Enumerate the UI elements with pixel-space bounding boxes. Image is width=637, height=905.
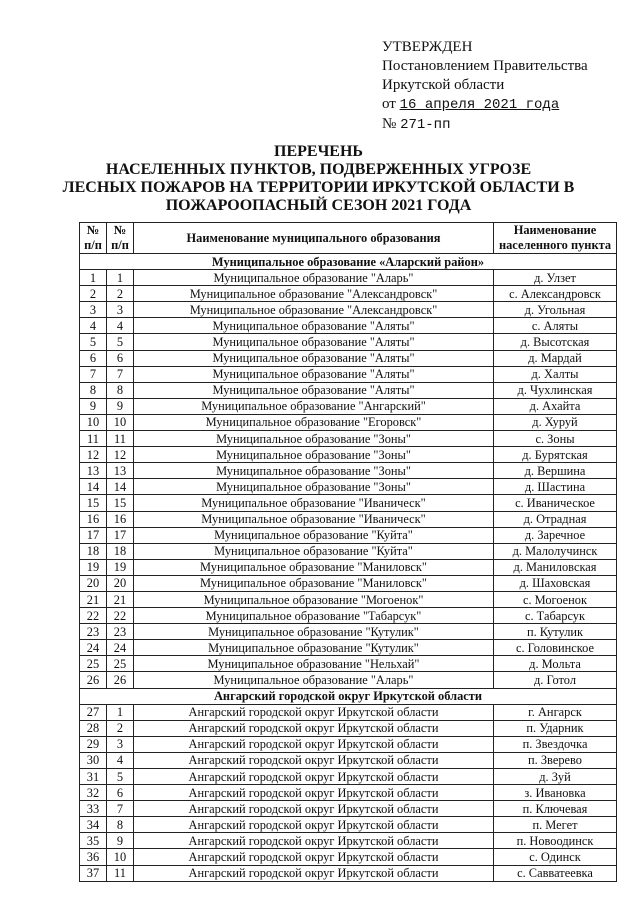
cell-local-number: 10 <box>107 849 134 865</box>
cell-settlement: с. Иваническое <box>494 495 617 511</box>
cell-local-number: 17 <box>107 527 134 543</box>
approval-region: Иркутской области <box>382 77 505 93</box>
table-row <box>80 382 617 398</box>
cell-overall-number: 33 <box>80 801 107 817</box>
header-local-number: № п/п <box>107 223 134 254</box>
table-row <box>80 656 617 672</box>
cell-municipality: Муниципальное образование "Зоны" <box>134 431 494 447</box>
cell-overall-number: 4 <box>80 318 107 334</box>
cell-local-number: 6 <box>107 350 134 366</box>
approval-issuer: Постановлением Правительства <box>382 58 588 74</box>
section-row <box>80 254 617 270</box>
cell-settlement: с. Могоенок <box>494 591 617 607</box>
cell-overall-number: 36 <box>80 849 107 865</box>
cell-municipality: Муниципальное образование "Зоны" <box>134 447 494 463</box>
cell-overall-number: 2 <box>80 286 107 302</box>
header-settlement: Наименование населенного пункта <box>494 223 617 254</box>
table-row <box>80 720 617 736</box>
cell-settlement: с. Савватеевка <box>494 865 617 881</box>
cell-municipality: Муниципальное образование "Кутулик" <box>134 624 494 640</box>
cell-overall-number: 20 <box>80 575 107 591</box>
table-row <box>80 447 617 463</box>
table-row <box>80 414 617 430</box>
cell-settlement: з. Ивановка <box>494 785 617 801</box>
cell-municipality: Муниципальное образование "Аляты" <box>134 318 494 334</box>
cell-overall-number: 17 <box>80 527 107 543</box>
cell-local-number: 23 <box>107 624 134 640</box>
cell-settlement: п. Кутулик <box>494 624 617 640</box>
cell-settlement: д. Мардай <box>494 350 617 366</box>
table-row <box>80 398 617 414</box>
table-row <box>80 527 617 543</box>
cell-overall-number: 8 <box>80 382 107 398</box>
cell-municipality: Муниципальное образование "Ангарский" <box>134 398 494 414</box>
cell-municipality: Ангарский городской округ Иркутской области <box>134 769 494 785</box>
cell-local-number: 4 <box>107 318 134 334</box>
settlements-table <box>79 222 617 882</box>
cell-municipality: Муниципальное образование "Иваническ" <box>134 511 494 527</box>
cell-local-number: 14 <box>107 479 134 495</box>
cell-overall-number: 9 <box>80 398 107 414</box>
cell-settlement: д. Угольная <box>494 302 617 318</box>
cell-municipality: Муниципальное образование "Александровск" <box>134 286 494 302</box>
title-line-2: НАСЕЛЕННЫХ ПУНКТОВ, ПОДВЕРЖЕННЫХ УГРОЗЕ <box>105 161 532 178</box>
cell-municipality: Муниципальное образование "Аляты" <box>134 382 494 398</box>
approval-date-prefix: от <box>382 96 396 112</box>
cell-municipality: Муниципальное образование "Александровск" <box>134 302 494 318</box>
cell-settlement: д. Шастина <box>494 479 617 495</box>
cell-local-number: 7 <box>107 801 134 817</box>
cell-overall-number: 30 <box>80 752 107 768</box>
table-row <box>80 495 617 511</box>
cell-overall-number: 6 <box>80 350 107 366</box>
cell-municipality: Ангарский городской округ Иркутской области <box>134 720 494 736</box>
cell-settlement: д. Хуруй <box>494 414 617 430</box>
cell-settlement: п. Ключевая <box>494 801 617 817</box>
table-row <box>80 318 617 334</box>
cell-settlement: г. Ангарск <box>494 704 617 720</box>
cell-settlement: п. Мегет <box>494 817 617 833</box>
cell-municipality: Ангарский городской округ Иркутской области <box>134 736 494 752</box>
cell-overall-number: 26 <box>80 672 107 688</box>
cell-overall-number: 25 <box>80 656 107 672</box>
cell-overall-number: 12 <box>80 447 107 463</box>
cell-settlement: д. Маниловская <box>494 559 617 575</box>
table-row <box>80 286 617 302</box>
cell-local-number: 24 <box>107 640 134 656</box>
cell-settlement: д. Высотская <box>494 334 617 350</box>
cell-overall-number: 23 <box>80 624 107 640</box>
cell-municipality: Ангарский городской округ Иркутской области <box>134 833 494 849</box>
cell-settlement: д. Зуй <box>494 769 617 785</box>
section-title: Ангарский городской округ Иркутской области <box>80 688 617 704</box>
cell-municipality: Муниципальное образование "Нельхай" <box>134 656 494 672</box>
cell-municipality: Муниципальное образование "Аляты" <box>134 334 494 350</box>
cell-settlement: с. Одинск <box>494 849 617 865</box>
cell-municipality: Муниципальное образование "Куйта" <box>134 527 494 543</box>
cell-local-number: 18 <box>107 543 134 559</box>
cell-municipality: Ангарский городской округ Иркутской области <box>134 817 494 833</box>
header-overall-number: № п/п <box>80 223 107 254</box>
cell-overall-number: 14 <box>80 479 107 495</box>
cell-local-number: 7 <box>107 366 134 382</box>
cell-local-number: 5 <box>107 334 134 350</box>
table-row <box>80 785 617 801</box>
approval-number-value: 271-пп <box>400 117 451 133</box>
cell-overall-number: 22 <box>80 608 107 624</box>
cell-overall-number: 13 <box>80 463 107 479</box>
cell-local-number: 11 <box>107 865 134 881</box>
cell-local-number: 1 <box>107 270 134 286</box>
cell-municipality: Муниципальное образование "Куйта" <box>134 543 494 559</box>
table-row <box>80 704 617 720</box>
table-row <box>80 334 617 350</box>
cell-overall-number: 5 <box>80 334 107 350</box>
approval-heading: УТВЕРЖДЕН <box>382 39 473 55</box>
cell-local-number: 8 <box>107 817 134 833</box>
cell-overall-number: 11 <box>80 431 107 447</box>
cell-municipality: Ангарский городской округ Иркутской области <box>134 865 494 881</box>
cell-local-number: 12 <box>107 447 134 463</box>
cell-local-number: 25 <box>107 656 134 672</box>
cell-overall-number: 35 <box>80 833 107 849</box>
table-row <box>80 270 617 286</box>
cell-local-number: 6 <box>107 785 134 801</box>
cell-settlement: п. Новоодинск <box>494 833 617 849</box>
table-row <box>80 817 617 833</box>
table-row <box>80 366 617 382</box>
cell-municipality: Муниципальное образование "Иваническ" <box>134 495 494 511</box>
cell-settlement: д. Шаховская <box>494 575 617 591</box>
cell-municipality: Ангарский городской округ Иркутской области <box>134 849 494 865</box>
cell-overall-number: 24 <box>80 640 107 656</box>
cell-overall-number: 37 <box>80 865 107 881</box>
cell-local-number: 2 <box>107 720 134 736</box>
title-line-3: ЛЕСНЫХ ПОЖАРОВ НА ТЕРРИТОРИИ ИРКУТСКОЙ ОБЛАСТИ В <box>62 179 575 196</box>
cell-local-number: 10 <box>107 414 134 430</box>
cell-overall-number: 31 <box>80 769 107 785</box>
table-row <box>80 591 617 607</box>
cell-settlement: с. Головинское <box>494 640 617 656</box>
table-row <box>80 736 617 752</box>
table-body <box>80 254 617 882</box>
cell-municipality: Муниципальное образование "Зоны" <box>134 463 494 479</box>
cell-settlement: д. Улзет <box>494 270 617 286</box>
table-row <box>80 608 617 624</box>
cell-municipality: Муниципальное образование "Маниловск" <box>134 575 494 591</box>
table-row <box>80 575 617 591</box>
cell-overall-number: 3 <box>80 302 107 318</box>
cell-local-number: 21 <box>107 591 134 607</box>
cell-municipality: Муниципальное образование "Могоенок" <box>134 591 494 607</box>
cell-overall-number: 27 <box>80 704 107 720</box>
cell-municipality: Муниципальное образование "Аляты" <box>134 366 494 382</box>
cell-overall-number: 1 <box>80 270 107 286</box>
cell-local-number: 20 <box>107 575 134 591</box>
title-line-1: ПЕРЕЧЕНЬ <box>274 143 363 160</box>
cell-municipality: Ангарский городской округ Иркутской области <box>134 801 494 817</box>
table-row <box>80 865 617 881</box>
table-row <box>80 511 617 527</box>
approval-block <box>382 38 632 135</box>
header-municipality: Наименование муниципального образования <box>134 223 494 254</box>
approval-number-prefix: № <box>382 116 397 132</box>
table-row <box>80 302 617 318</box>
cell-settlement: д. Халты <box>494 366 617 382</box>
table-row <box>80 769 617 785</box>
cell-local-number: 22 <box>107 608 134 624</box>
cell-settlement: с. Аляты <box>494 318 617 334</box>
cell-local-number: 19 <box>107 559 134 575</box>
cell-local-number: 15 <box>107 495 134 511</box>
cell-local-number: 3 <box>107 302 134 318</box>
cell-overall-number: 7 <box>80 366 107 382</box>
cell-settlement: д. Бурятская <box>494 447 617 463</box>
cell-settlement: п. Ударник <box>494 720 617 736</box>
cell-municipality: Муниципальное образование "Кутулик" <box>134 640 494 656</box>
cell-settlement: д. Ахайта <box>494 398 617 414</box>
approval-number <box>382 115 632 135</box>
cell-local-number: 9 <box>107 398 134 414</box>
cell-settlement: п. Звездочка <box>494 736 617 752</box>
title-line-4: ПОЖАРООПАСНЫЙ СЕЗОН 2021 ГОДА <box>165 197 472 214</box>
table-row <box>80 350 617 366</box>
cell-local-number: 11 <box>107 431 134 447</box>
cell-settlement: д. Заречное <box>494 527 617 543</box>
cell-settlement: с. Александровск <box>494 286 617 302</box>
section-row <box>80 688 617 704</box>
cell-settlement: д. Отрадная <box>494 511 617 527</box>
cell-settlement: д. Вершина <box>494 463 617 479</box>
table-row <box>80 543 617 559</box>
table-row <box>80 849 617 865</box>
cell-local-number: 1 <box>107 704 134 720</box>
table-row <box>80 752 617 768</box>
cell-overall-number: 21 <box>80 591 107 607</box>
cell-municipality: Ангарский городской округ Иркутской области <box>134 704 494 720</box>
cell-municipality: Ангарский городской округ Иркутской области <box>134 752 494 768</box>
cell-settlement: п. Зверево <box>494 752 617 768</box>
approval-date-value: 16 апреля 2021 года <box>399 97 560 113</box>
cell-local-number: 13 <box>107 463 134 479</box>
cell-overall-number: 19 <box>80 559 107 575</box>
cell-settlement: с. Зоны <box>494 431 617 447</box>
section-title: Муниципальное образование «Аларский район» <box>80 254 617 270</box>
cell-local-number: 2 <box>107 286 134 302</box>
table-row <box>80 559 617 575</box>
document-title <box>0 143 637 215</box>
cell-municipality: Муниципальное образование "Зоны" <box>134 479 494 495</box>
cell-overall-number: 15 <box>80 495 107 511</box>
cell-local-number: 3 <box>107 736 134 752</box>
cell-overall-number: 28 <box>80 720 107 736</box>
cell-municipality: Муниципальное образование "Маниловск" <box>134 559 494 575</box>
cell-settlement: с. Табарсук <box>494 608 617 624</box>
cell-settlement: д. Малолучинск <box>494 543 617 559</box>
cell-municipality: Муниципальное образование "Аляты" <box>134 350 494 366</box>
cell-municipality: Муниципальное образование "Аларь" <box>134 672 494 688</box>
cell-municipality: Ангарский городской округ Иркутской области <box>134 785 494 801</box>
cell-overall-number: 29 <box>80 736 107 752</box>
table-row <box>80 672 617 688</box>
cell-local-number: 26 <box>107 672 134 688</box>
table-header-row <box>80 223 617 254</box>
table-row <box>80 801 617 817</box>
cell-overall-number: 18 <box>80 543 107 559</box>
cell-municipality: Муниципальное образование "Егоровск" <box>134 414 494 430</box>
cell-local-number: 8 <box>107 382 134 398</box>
cell-local-number: 9 <box>107 833 134 849</box>
cell-local-number: 5 <box>107 769 134 785</box>
approval-date <box>382 95 632 115</box>
cell-settlement: д. Готол <box>494 672 617 688</box>
cell-settlement: д. Чухлинская <box>494 382 617 398</box>
table-row <box>80 479 617 495</box>
cell-overall-number: 10 <box>80 414 107 430</box>
cell-municipality: Муниципальное образование "Аларь" <box>134 270 494 286</box>
table-row <box>80 624 617 640</box>
table-row <box>80 463 617 479</box>
cell-municipality: Муниципальное образование "Табарсук" <box>134 608 494 624</box>
cell-overall-number: 32 <box>80 785 107 801</box>
cell-settlement: д. Мольта <box>494 656 617 672</box>
table-row <box>80 640 617 656</box>
table-row <box>80 431 617 447</box>
cell-local-number: 16 <box>107 511 134 527</box>
cell-local-number: 4 <box>107 752 134 768</box>
table-row <box>80 833 617 849</box>
cell-overall-number: 34 <box>80 817 107 833</box>
cell-overall-number: 16 <box>80 511 107 527</box>
